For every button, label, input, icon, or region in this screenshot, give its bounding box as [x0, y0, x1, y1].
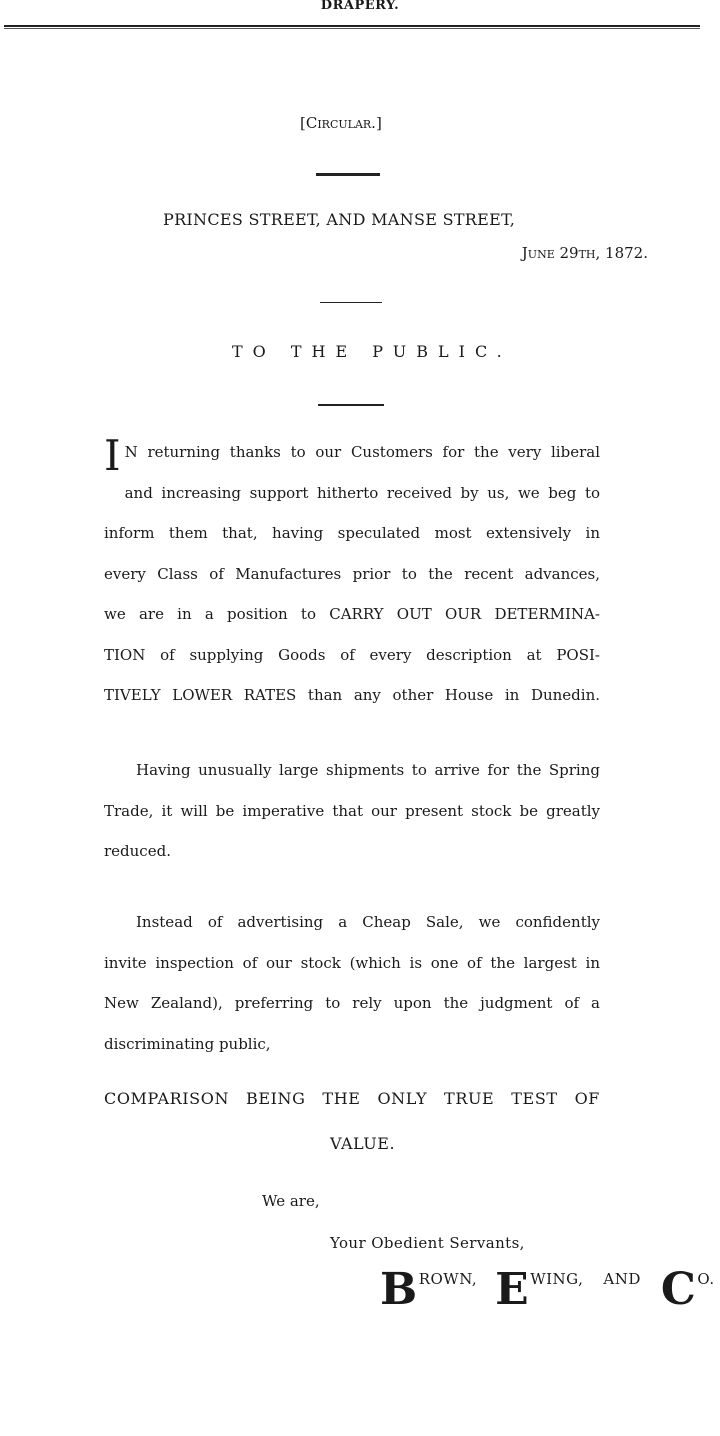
paragraph-1-line: inform them that, having speculated most extensively in	[104, 524, 600, 542]
paragraph-3-line: New Zealand), preferring to rely upon the judgment of a	[104, 994, 600, 1012]
signature-initial-b: B	[380, 1264, 418, 1315]
paragraph-1-line: every Class of Manufactures prior to the recent advances,	[104, 564, 600, 583]
paragraph-1-line: N returning thanks to our Customers for the very liberal	[124, 443, 600, 461]
section-title: DRAPERY.	[320, 0, 400, 13]
comparison-statement: COMPARISON BEING THE ONLY TRUE TEST OF	[104, 1089, 600, 1108]
paragraph-1-line: TION of supplying Goods of every description at POSI-	[104, 645, 600, 664]
divider-rule-1	[316, 173, 380, 176]
paragraph-2-line: reduced.	[104, 842, 171, 860]
paragraph-3	[104, 902, 600, 1064]
paragraph-1-line: and increasing support hitherto received by us, we beg to	[124, 483, 600, 502]
signature-and: AND	[603, 1270, 641, 1288]
signature-ewing: WING,	[530, 1270, 584, 1288]
closing-servants: Your Obedient Servants,	[330, 1234, 525, 1252]
paragraph-3-line: Instead of advertising a Cheap Sale, we confidently	[136, 913, 600, 931]
signature-co: O.	[697, 1270, 715, 1288]
signature-initial-e: E	[495, 1264, 530, 1315]
paragraph-1-line: we are in a position to CARRY OUT OUR DETERMINA-	[104, 605, 600, 623]
paragraph-2	[104, 750, 600, 872]
closing-we-are: We are,	[262, 1192, 320, 1210]
paragraph-2-line: Trade, it will be imperative that our present stock be greatly	[104, 801, 600, 820]
paragraph-1-line: TIVELY LOWER RATES than any other House in Dunedin.	[104, 686, 600, 704]
signature-brown: ROWN,	[418, 1270, 478, 1288]
paragraph-3-line: invite inspection of our stock (which is one of the largest in	[104, 953, 600, 972]
paragraph-1	[104, 432, 600, 716]
dropcap-letter: I	[104, 431, 121, 480]
paragraph-3-line: discriminating public,	[104, 1034, 271, 1053]
circular-label: [Circular.]	[300, 114, 382, 132]
signature-initial-c: C	[660, 1264, 697, 1315]
divider-rule-3	[318, 404, 384, 406]
header-rule	[4, 25, 700, 29]
signature	[380, 1264, 715, 1315]
divider-rule-2	[320, 302, 382, 303]
date-line: June 29th, 1872.	[521, 244, 648, 262]
paragraph-2-line: Having unusually large shipments to arrive for the Spring	[136, 761, 600, 779]
comparison-statement-end: VALUE.	[330, 1134, 396, 1153]
public-heading: TO THE PUBLIC.	[232, 342, 512, 361]
address-line: PRINCES STREET, AND MANSE STREET,	[163, 210, 516, 229]
